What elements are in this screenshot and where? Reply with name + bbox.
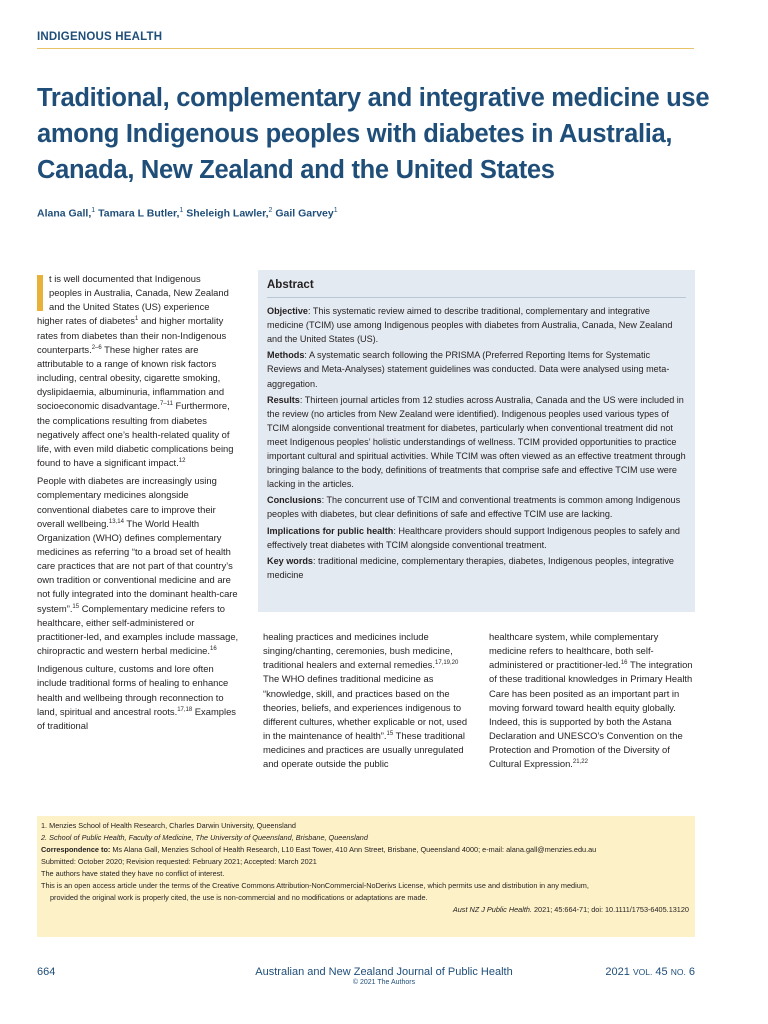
abstract-label: Methods bbox=[267, 350, 305, 361]
body-text: The integration of these traditional knowledges in Primary Health Care has been posited as an important part in moving forward toward health equity globally. Indeed, this is supported by both the Astana Declaration and UNESCO’s Convention on the Protection and Promotion of the Diversity of Cultural Expression. bbox=[489, 659, 693, 770]
body-column-middle bbox=[263, 630, 473, 772]
citation-ref[interactable]: 13,14 bbox=[108, 518, 124, 525]
citation-ref[interactable]: 2–6 bbox=[91, 344, 102, 351]
body-text: Complementary medicine refers to healthcare, either self-administered or practitioner-led, and examples include massage, chiropractic and western herbal medicine. bbox=[37, 602, 239, 657]
body-line: t is well documented that Indigenous bbox=[49, 273, 201, 284]
author-affiliation: 1 bbox=[333, 207, 338, 214]
body-text: People with diabetes are increasingly using complementary medicines alongside conventional diabetes care to improve their overall wellbeing. bbox=[37, 475, 217, 529]
author-affiliation: 1 bbox=[179, 207, 184, 214]
citation-line bbox=[41, 904, 691, 916]
issue-info bbox=[605, 966, 695, 978]
abstract-heading: Abstract bbox=[267, 278, 686, 298]
body-text: healthcare system, while complementary medicine refers to healthcare, both self-administered or practitioner-led. bbox=[489, 631, 659, 671]
article-title: Traditional, complementary and integrative medicine use among Indigenous peoples with diabetes in Australia, Canada, New Zealand and the United States bbox=[37, 84, 710, 184]
copyright: © 2021 The Authors bbox=[352, 979, 416, 986]
citation-journal: Aust NZ J Public Health. bbox=[452, 905, 532, 914]
body-text: Furthermore, the complications resulting from diabetes negatively affect one’s health-related quality of life, with even mild diabetic complications being found to have a significant impact. bbox=[37, 400, 234, 469]
body-paragraph bbox=[37, 474, 240, 658]
author-name[interactable]: Sheleigh Lawler, bbox=[183, 207, 269, 220]
body-text: healing practices and medicines include singing/chanting, ceremonies, bush medicine, traditional healers and external remedies. bbox=[263, 631, 453, 671]
author-name[interactable]: Alana Gall, bbox=[37, 207, 92, 220]
license-line-2: provided the original work is properly cited, the use is non-commercial and no modifications or adaptations are made. bbox=[50, 893, 428, 902]
citation-ref[interactable]: 15 bbox=[72, 603, 80, 610]
body-text: Examples of traditional bbox=[37, 705, 236, 731]
affiliation-1: 1. Menzies School of Health Research, Charles Darwin University, Queensland bbox=[41, 821, 296, 830]
abstract-text: : traditional medicine, complementary therapies, diabetes, Indigenous peoples, integrative medicine bbox=[267, 555, 674, 580]
page-number: 664 bbox=[37, 966, 56, 978]
author-name[interactable]: Tamara L Butler, bbox=[95, 207, 180, 220]
author-list bbox=[37, 207, 338, 220]
body-text: The WHO defines traditional medicine as “knowledge, skill, and practices based on the theories, beliefs, and experiences indigenous to different cultures, whether explicable or not, used in the maintenance of health”. bbox=[263, 673, 468, 742]
body-column-right bbox=[489, 630, 695, 772]
abstract-label: Objective bbox=[267, 306, 308, 317]
citation-ref[interactable]: 17,18 bbox=[177, 706, 193, 713]
abstract-results bbox=[267, 393, 686, 492]
body-line: peoples in Australia, Canada, New Zealand bbox=[49, 287, 229, 299]
abstract-text: : Thirteen journal articles from 12 studies across Australia, Canada and the US were included in the review (no articles from New Zealand were identified). Indigenous peoples used various types of TCIM alongside conventional treatment for diabetes, particularly when conventional treatment did not meet Indigenous peoples’ holistic understandings of wellness. TCIM provided opportunities to practice important cultural and spiritual activities. While TCIM was often viewed as an effective treatment through bringing balance to the body, definitions of treatments that comprise safe and effective TCIM use were lacking in the articles. bbox=[267, 394, 686, 490]
abstract-text: : This systematic review aimed to describe traditional, complementary and integrative medicine (TCIM) use among Indigenous peoples with diabetes from Australia, Canada, New Zealand and the United States (US). bbox=[267, 306, 673, 345]
body-text: and higher mortality rates from diabetes than their non-Indigenous counterparts. bbox=[37, 315, 227, 355]
abstract-label: Results bbox=[267, 394, 300, 405]
abstract-text: : Healthcare providers should support Indigenous peoples to safely and effectively treat diabetes with TCIM alongside conventional treatment. bbox=[267, 525, 680, 550]
journal-name: Australian and New Zealand Journal of Public Health bbox=[255, 966, 513, 978]
body-paragraph bbox=[37, 662, 240, 733]
issue-number: 6 bbox=[688, 966, 695, 978]
affiliation-2: 2. School of Public Health, Faculty of Medicine, The University of Queensland, Brisbane, Queensland bbox=[41, 833, 368, 842]
abstract-label: Conclusions bbox=[267, 495, 322, 506]
body-paragraph bbox=[37, 272, 240, 470]
citation-ref[interactable]: 21,22 bbox=[572, 759, 588, 766]
submission-dates: Submitted: October 2020; Revision requested: February 2021; Accepted: March 2021 bbox=[41, 857, 317, 866]
correspondence-label: Correspondence to: bbox=[41, 845, 111, 854]
section-label: INDIGENOUS HEALTH bbox=[37, 31, 163, 43]
body-text: The World Health Organization (WHO) defines complementary medicines as referring “to a broad set of health care practices that are not part of that country’s own tradition or conventional medicine and are not fully integrated into the dominant health-care system”. bbox=[37, 517, 238, 614]
body-paragraph bbox=[263, 630, 473, 772]
abstract-label: Key words bbox=[267, 555, 313, 566]
abstract-implications bbox=[267, 524, 686, 552]
abstract-box bbox=[258, 270, 695, 612]
abstract-text: : A systematic search following the PRISMA (Preferred Reporting Items for Systematic Reviews and Meta-Analyses) statement guidelines was conducted. Data were analysed using meta-aggregation. bbox=[267, 350, 670, 389]
abstract-conclusions bbox=[267, 493, 686, 521]
citation-ref[interactable]: 15 bbox=[386, 730, 394, 737]
section-rule bbox=[37, 48, 694, 49]
body-text: These higher rates are attributable to a range of known risk factors including, central obesity, cigarette smoking, dyslipidaemia, albuminuria, inflammation and socioeconomic disadvantage. bbox=[37, 343, 225, 412]
conflict-statement: The authors have stated they have no conflict of interest. bbox=[41, 869, 225, 878]
abstract-objective bbox=[267, 304, 686, 346]
body-paragraph bbox=[489, 630, 695, 772]
abstract-label: Implications for public health bbox=[267, 525, 394, 536]
body-text: These traditional medicines and practices are usually unregulated and operate outside the public bbox=[263, 730, 465, 770]
author-name[interactable]: Gail Garvey bbox=[272, 207, 334, 220]
body-line: and the United States (US) experience bbox=[49, 301, 210, 313]
license-line-1: This is an open access article under the terms of the Creative Commons Attribution-NonCommercial-NoDerivs License, which permits use and distribution in any medium, bbox=[41, 881, 589, 890]
body-text: higher rates of diabetes bbox=[37, 315, 135, 327]
citation-details[interactable]: 2021; 45:664-71; doi: 10.1111/1753-6405.13120 bbox=[531, 905, 689, 914]
body-column-left bbox=[37, 272, 240, 737]
citation-ref[interactable]: 1 bbox=[134, 316, 139, 323]
issue-label: NO. bbox=[670, 967, 686, 977]
issue-year: 2021 bbox=[605, 966, 630, 978]
author-affiliation: 2 bbox=[268, 207, 273, 214]
abstract-keywords bbox=[267, 554, 686, 582]
citation-ref[interactable]: 16 bbox=[210, 645, 217, 652]
correspondence bbox=[41, 844, 691, 856]
author-affiliation: 1 bbox=[91, 207, 96, 214]
body-text: Indigenous culture, customs and lore often include traditional forms of healing to enhance health and wellbeing through reconnection to land, spiritual and ancestral roots. bbox=[37, 663, 229, 717]
volume-label: VOL. bbox=[632, 967, 653, 977]
citation-ref[interactable]: 16 bbox=[620, 660, 628, 667]
footnote-box bbox=[37, 816, 695, 937]
citation-ref[interactable]: 12 bbox=[178, 457, 186, 464]
citation-ref[interactable]: 7–11 bbox=[160, 401, 173, 408]
citation-ref[interactable]: 17,19,20 bbox=[434, 660, 459, 667]
volume-number: 45 bbox=[655, 966, 668, 978]
abstract-text: : The concurrent use of TCIM and conventional treatments is common among Indigenous peoples with diabetes, but clear definitions of safe and effective TCIM use are lacking. bbox=[267, 495, 681, 520]
correspondence-text[interactable]: Ms Alana Gall, Menzies School of Health Research, L10 East Tower, 410 Ann Street, Brisbane, Queensland 4000; e-mail: alana.gall@menzies.edu.au bbox=[110, 845, 597, 854]
abstract-methods bbox=[267, 348, 686, 390]
